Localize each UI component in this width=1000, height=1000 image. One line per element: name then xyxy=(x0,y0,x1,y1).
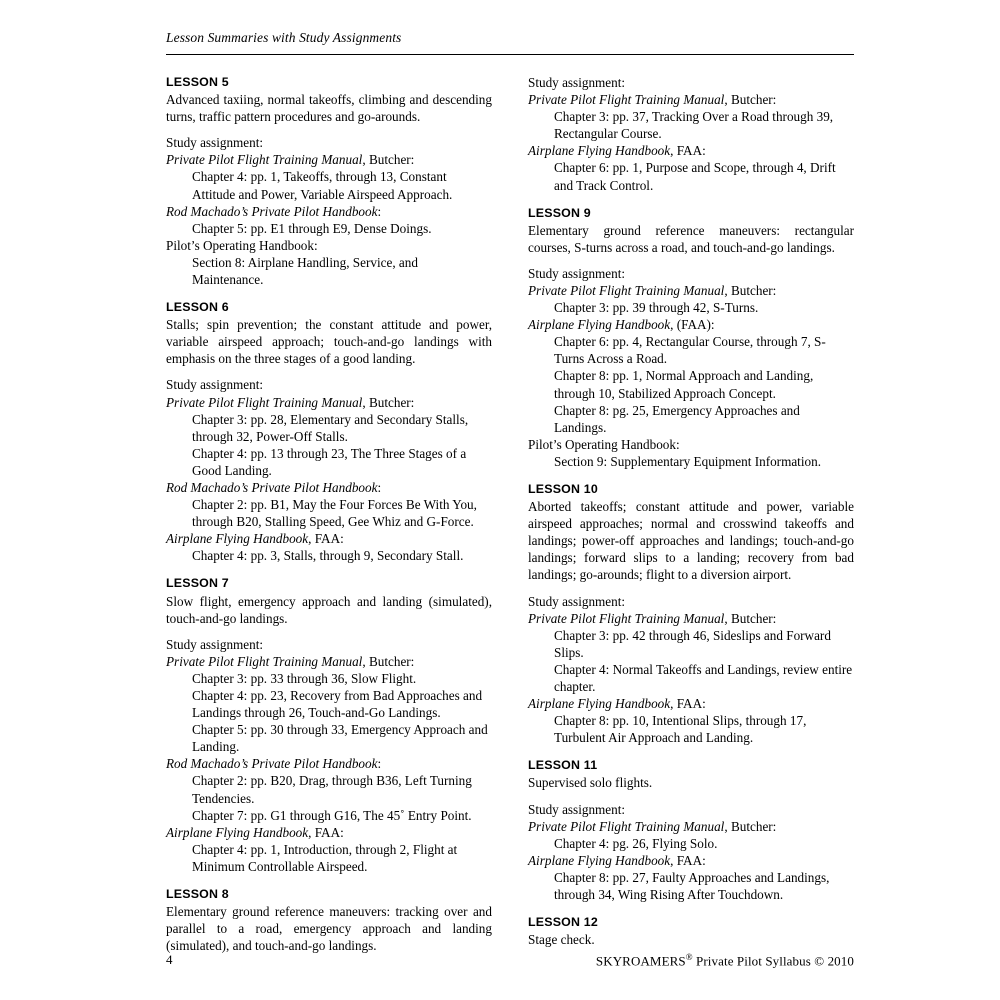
lesson-heading: LESSON 11 xyxy=(528,758,598,773)
study-assignment-label: Study assignment: xyxy=(528,593,626,609)
lesson-description: Stage check. xyxy=(528,932,595,948)
source-title: Private Pilot Flight Training Manual xyxy=(166,394,363,410)
lesson-heading: LESSON 10 xyxy=(528,482,598,497)
source-title: Private Pilot Flight Training Manual xyxy=(166,152,363,168)
lesson-block xyxy=(166,74,492,288)
study-assignment-label: Study assignment: xyxy=(166,636,264,652)
lesson-heading: LESSON 12 xyxy=(528,915,598,930)
study-assignment-label: Study assignment: xyxy=(166,135,264,151)
source-author: , Butcher: xyxy=(724,283,777,298)
chapter-assignment: Chapter 8: pp. 10, Intentional Slips, through 17, Turbulent Air Approach and Landing. xyxy=(554,713,807,746)
chapter-assignment: Chapter 5: pp. 30 through 33, Emergency Approach and Landing. xyxy=(192,722,488,755)
footer-copyright-text: Private Pilot Syllabus © 2010 xyxy=(692,953,854,969)
study-assignment-label: Study assignment: xyxy=(528,801,626,817)
chapter-assignment: Chapter 3: pp. 39 through 42, S-Turns. xyxy=(554,300,759,316)
lesson-heading: LESSON 7 xyxy=(166,576,229,591)
lesson-description: Aborted takeoffs; constant attitude and power, variable airspeed approaches; normal and crosswind takeoffs and landings; power-off approaches and landings; touch-and-go landings; forward slips to a landing; recovery from bad landings; go-arounds; flight to a diversion airport. xyxy=(528,499,854,583)
chapter-assignment: Section 8: Airplane Handling, Service, and Maintenance. xyxy=(192,254,418,287)
lesson-block xyxy=(166,886,492,954)
chapter-assignment: Chapter 6: pp. 4, Rectangular Course, through 7, S-Turns Across a Road. xyxy=(554,334,826,367)
lesson-description: Elementary ground reference maneuvers: tracking over and parallel to a road, emergency approach and landing (simulated), and touch-and-go landings. xyxy=(166,904,492,954)
reference-source xyxy=(166,824,492,841)
reference-source xyxy=(528,610,854,627)
page-number: 4 xyxy=(166,952,173,967)
footer-copyright xyxy=(596,952,854,969)
lesson-description: Stalls; spin prevention; the constant attitude and power, variable airspeed approach; touch-and-go landings with emphasis on the three stages of a good landing. xyxy=(166,317,492,367)
source-author: , Butcher: xyxy=(724,818,777,834)
lesson-description: Supervised solo flights. xyxy=(528,775,653,791)
source-author: : xyxy=(377,203,382,219)
chapter-assignment: Chapter 4: pp. 23, Recovery from Bad Approaches and Landings through 26, Touch-and-Go Landings. xyxy=(192,688,483,721)
source-author: : xyxy=(377,756,382,772)
source-author: , FAA: xyxy=(670,696,706,712)
chapter-assignment: Chapter 3: pp. 42 through 46, Sideslips and Forward Slips. xyxy=(554,627,831,660)
chapter-assignment: Chapter 4: Normal Takeoffs and Landings, review entire chapter. xyxy=(554,661,853,695)
lesson-block xyxy=(528,74,854,194)
lesson-block xyxy=(528,914,854,948)
source-title: Airplane Flying Handbook xyxy=(166,824,309,840)
source-author: , Butcher: xyxy=(362,394,415,410)
chapter-assignment: Chapter 4: pp. 13 through 23, The Three Stages of a Good Landing. xyxy=(192,445,467,478)
source-title: Airplane Flying Handbook xyxy=(528,143,671,159)
source-author: Pilot’s Operating Handbook: xyxy=(166,237,318,253)
reference-source xyxy=(528,316,854,333)
chapter-assignment: Chapter 5: pp. E1 through E9, Dense Doings. xyxy=(192,220,432,236)
lesson-block xyxy=(528,205,854,470)
source-title: Private Pilot Flight Training Manual xyxy=(528,92,725,108)
reference-source xyxy=(166,530,492,547)
chapter-assignment: Section 9: Supplementary Equipment Information. xyxy=(554,453,821,469)
source-author: Pilot’s Operating Handbook: xyxy=(528,436,680,452)
lesson-description: Advanced taxiing, normal takeoffs, climbing and descending turns, traffic pattern procedures and go-arounds. xyxy=(166,92,492,125)
study-assignment-label: Study assignment: xyxy=(528,75,626,90)
reference-source xyxy=(166,394,492,411)
chapter-assignment: Chapter 3: pp. 28, Elementary and Secondary Stalls, through 32, Power-Off Stalls. xyxy=(192,411,469,444)
header-divider xyxy=(166,54,854,55)
left-column xyxy=(166,74,492,954)
source-title: Rod Machado’s Private Pilot Handbook xyxy=(166,480,378,495)
reference-source xyxy=(166,479,492,496)
chapter-assignment: Chapter 8: pp. 27, Faulty Approaches and Landings, through 34, Wing Rising After Touchdown. xyxy=(554,869,830,903)
source-title: Airplane Flying Handbook xyxy=(528,852,671,868)
source-title: Rod Machado’s Private Pilot Handbook xyxy=(166,756,378,772)
source-author: , Butcher: xyxy=(724,610,777,626)
reference-source xyxy=(528,852,854,869)
lesson-heading: LESSON 9 xyxy=(528,205,591,220)
chapter-assignment: Chapter 3: pp. 37, Tracking Over a Road through 39, Rectangular Course. xyxy=(554,109,834,142)
reference-source xyxy=(166,151,492,168)
chapter-assignment: Chapter 4: pp. 1, Introduction, through 2, Flight at Minimum Controllable Airspeed. xyxy=(192,841,458,874)
lesson-block xyxy=(528,481,854,746)
chapter-assignment: Chapter 4: pp. 1, Takeoffs, through 13, Constant Attitude and Power, Variable Airspeed Approach. xyxy=(192,169,453,202)
lesson-heading: LESSON 5 xyxy=(166,75,229,89)
chapter-assignment: Chapter 4: pg. 26, Flying Solo. xyxy=(554,835,718,851)
source-author: : xyxy=(377,480,382,495)
reference-source xyxy=(166,237,492,254)
chapter-assignment: Chapter 2: pp. B1, May the Four Forces Be With You, through B20, Stalling Speed, Gee Whiz and G-Force. xyxy=(192,497,477,530)
source-title: Private Pilot Flight Training Manual xyxy=(528,818,725,834)
chapter-assignment: Chapter 6: pp. 1, Purpose and Scope, through 4, Drift and Track Control. xyxy=(554,160,836,193)
reference-source xyxy=(166,755,492,772)
lesson-description: Slow flight, emergency approach and landing (simulated), touch-and-go landings. xyxy=(166,593,492,626)
source-author: , Butcher: xyxy=(724,92,777,108)
reference-source xyxy=(528,282,854,299)
source-author: , Butcher: xyxy=(362,152,415,168)
reference-source xyxy=(528,818,854,835)
registered-mark-icon: ® xyxy=(685,952,693,962)
lesson-description: Elementary ground reference maneuvers: rectangular courses, S-turns across a road, and touch-and-go landings. xyxy=(528,222,854,255)
source-title: Private Pilot Flight Training Manual xyxy=(528,610,725,626)
source-title: Airplane Flying Handbook xyxy=(528,696,671,712)
source-title: Private Pilot Flight Training Manual xyxy=(166,653,363,669)
chapter-assignment: Chapter 3: pp. 33 through 36, Slow Flight. xyxy=(192,670,417,686)
reference-source xyxy=(528,695,854,712)
chapter-assignment: Chapter 8: pp. 1, Normal Approach and Landing, through 10, Stabilized Approach Concept. xyxy=(554,368,814,401)
source-author: , FAA: xyxy=(670,143,706,159)
study-assignment-label: Study assignment: xyxy=(166,377,264,393)
right-column xyxy=(528,74,854,948)
lesson-heading: LESSON 6 xyxy=(166,300,229,315)
lesson-block xyxy=(528,757,854,903)
lesson-block xyxy=(166,299,492,564)
footer-brand: SKYROAMERS xyxy=(595,953,686,969)
chapter-assignment: Chapter 7: pp. G1 through G16, The 45˚ Entry Point. xyxy=(192,807,472,823)
source-author: , FAA: xyxy=(308,531,344,547)
source-title: Rod Machado’s Private Pilot Handbook xyxy=(166,203,378,219)
reference-source xyxy=(528,142,854,159)
chapter-assignment: Chapter 2: pp. B20, Drag, through B36, Left Turning Tendencies. xyxy=(192,773,472,806)
reference-source xyxy=(166,653,492,670)
source-author: , FAA: xyxy=(670,852,706,868)
source-author: , Butcher: xyxy=(362,653,415,669)
source-author: , FAA: xyxy=(308,824,344,840)
source-author: , (FAA): xyxy=(670,317,715,333)
lesson-heading: LESSON 8 xyxy=(166,887,229,902)
two-column-body xyxy=(166,74,854,954)
running-head: Lesson Summaries with Study Assignments xyxy=(166,30,402,45)
source-title: Private Pilot Flight Training Manual xyxy=(528,283,725,298)
source-title: Airplane Flying Handbook xyxy=(528,317,671,333)
chapter-assignment: Chapter 8: pg. 25, Emergency Approaches and Landings. xyxy=(554,402,800,435)
lesson-block xyxy=(166,575,492,875)
reference-source xyxy=(166,203,492,220)
study-assignment-label: Study assignment: xyxy=(528,265,626,281)
source-title: Airplane Flying Handbook xyxy=(166,531,309,547)
reference-source xyxy=(528,436,854,453)
reference-source xyxy=(528,91,854,108)
chapter-assignment: Chapter 4: pp. 3, Stalls, through 9, Secondary Stall. xyxy=(192,548,464,564)
